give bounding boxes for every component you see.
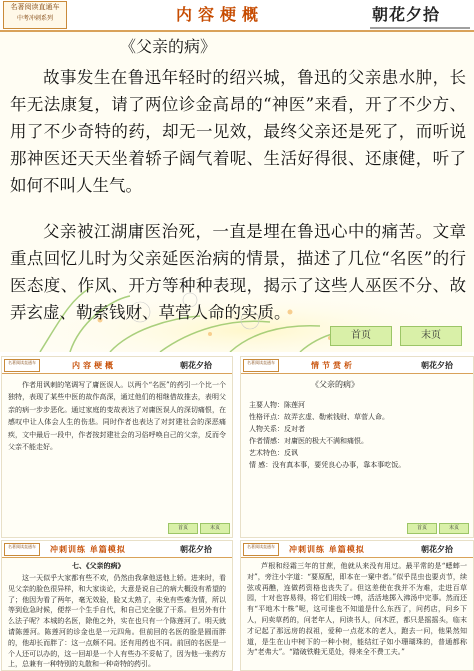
series-badge-title: 名著阅读直通车 (10, 3, 60, 11)
brand-underline (370, 27, 470, 29)
brand-title: 朝花夕拾 (421, 360, 453, 370)
first-page-button[interactable]: 首页 (168, 523, 198, 534)
brand-title: 朝花夕拾 (180, 544, 212, 554)
brand-title: 朝花夕拾 (421, 544, 453, 554)
info-row: 作者情感：对庸医的极大不满和痛恨。 (249, 437, 368, 445)
exercise-text: 芦根和经霜三年的甘蔗，他就从来没有用过。最平常的是“蟋蟀一对”，旁注小字道：“要原配，即本在一窠中者。”似乎昆虫也要贞节，续弦或再醮，连做药资格也丧失了。但这差使在我并不为难，走进百草园，十对也容易得，将它们用线一缚，活活地掷入沸汤中完事。然而还有“平地木十株”呢，这可谁也不知道是什么东西了，问药店，问乡下人，问卖草药的，问老年人，问读书人，问木匠，都只是摇摇头，临末才记起了那远房的叔祖，爱种一点花木的老人，跑去一问，他果然知道，是生在山中树下的一种小树，能结红子如小珊瑚珠的，普通都称为“老弗大”。“踏破铁鞋无觅处，得来全不费工夫。” (247, 562, 467, 657)
thumbnail-slide-exercise-1[interactable] (1, 540, 233, 671)
section-title: 冲刺训练 单篇模拟 (289, 544, 365, 554)
last-page-button[interactable]: 末页 (439, 523, 469, 534)
first-page-button[interactable]: 首页 (330, 326, 392, 346)
exercise-text: 这一天似乎大家都有些不欢，仍然由我拿他送他上轿。进来时，看见父亲的脸色很异样，和大家谈论，大意是说自己的病大概没有希望的了；他因为看了两年，毫无效验，脸又太熟了，未免有些难为情，所以等到危急时候，便荐一个生手自代，和自己完全脱了干系。但另外有什么法子呢？本城的名医，除他之外，实在也只有一个陈莲河了。明天就请陈莲河。陈莲河的诊金也是一元四角。但前回的名医的脸是圆而胖的，他却长而胖了：这一点颇不同。还有用药也不同。前回的名医是一个人还可以办的，这一回却是一个人有些办不妥帖了，因为他一张药方上，总兼有一种特别的丸散和一种奇特的药引。 (8, 574, 226, 669)
info-row: 性格评点：故弄玄虚、勒索钱财、草菅人命。 (249, 413, 389, 421)
series-badge: 名著阅读直通车 (4, 359, 40, 372)
summary-paragraph-2: 父亲被江湖庸医治死，一直是埋在鲁迅心中的痛苦。文章重点回忆儿时为父亲延医治病的情景，描述了几位“名医”的行医态度、作风、开方等种种表现，揭示了这些人巫医不分、故弄玄虚、勒索钱财、草菅人命的实质。 (10, 222, 466, 322)
slide-text: 作者用讽刺的笔调写了庸医误人。以两个“名医”的药引一个比一个独特，表现了某些中医的故作高深，通过他们的相继借故推去，表明父亲的病一步步恶化。通过家庭的变故表达了对庸医误人的深切痛恨，在感叹中让人体会人生的伤悲。同时作者也表达了对封建社会的深恶痛疾，文中最后一段中，作者按封建社会的习俗呼唤自己的父亲，反而令父亲不能走好。 (8, 381, 226, 452)
info-row: 人物关系：反对者 (249, 425, 305, 433)
thumbnail-slide-analysis[interactable] (240, 356, 474, 538)
series-badge: 名著阅读直通车 (243, 359, 279, 372)
brand-title: 朝花夕拾 (180, 360, 212, 370)
section-title: 内容梗概 (72, 360, 116, 370)
series-badge: 名著阅读直通车 (4, 543, 40, 556)
info-row: 艺术特色：反讽 (249, 449, 298, 457)
section-title: 情节赏析 (311, 360, 355, 370)
last-page-button[interactable]: 末页 (200, 523, 230, 534)
info-row: 情 感：没有真本事，要凭良心办事，靠本事吃饭。 (249, 461, 406, 469)
series-badge (3, 1, 67, 29)
series-badge-subtitle: 中考冲刺系列 (16, 15, 53, 22)
thumbnail-slide-summary[interactable] (1, 356, 233, 538)
last-page-button[interactable]: 末页 (400, 326, 462, 346)
exercise-heading: 七、《父亲的病》 (72, 561, 125, 570)
first-page-button[interactable]: 首页 (407, 523, 437, 534)
series-badge: 名著阅读直通车 (243, 543, 279, 556)
section-title: 内容梗概 (175, 5, 264, 24)
chapter-title: 《父亲的病》 (120, 37, 217, 56)
summary-paragraph-1: 故事发生在鲁迅年轻时的绍兴城，鲁迅的父亲患水肿，长年无法康复，请了两位诊金高昂的“神医”来看，开了不少方、用了不少奇特的药，却无一见效，最终父亲还是死了，而听说那神医还天天坐着轿子阔气着呢、生活好得很、还康健，听了如何不叫人生气。 (10, 68, 466, 195)
info-row: 主要人物：陈莲河 (249, 401, 305, 409)
brand-title: 朝花夕拾 (372, 5, 441, 24)
thumbnail-slide-exercise-2[interactable] (240, 540, 474, 671)
section-title: 冲刺训练 单篇模拟 (50, 544, 126, 554)
chapter-title: 《父亲的病》 (311, 380, 359, 389)
